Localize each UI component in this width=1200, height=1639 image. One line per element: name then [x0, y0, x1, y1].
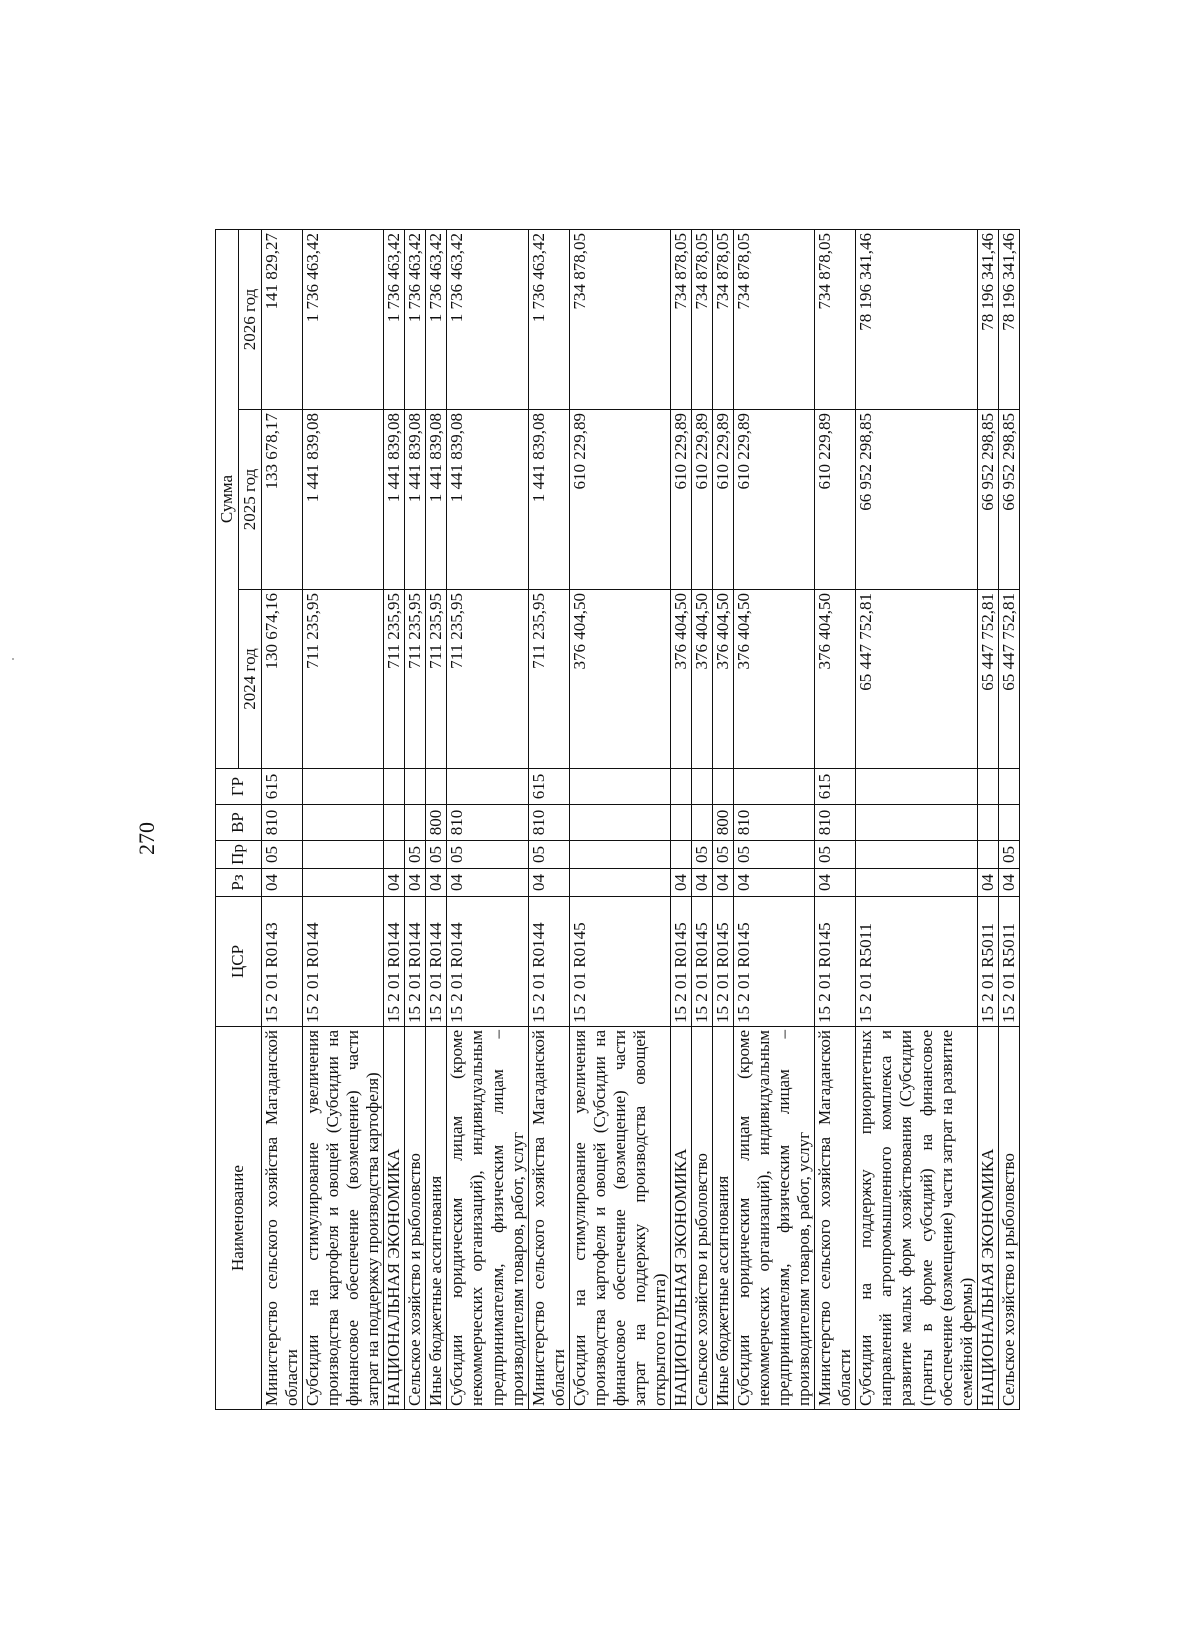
- cell-rz: 04: [998, 869, 1019, 897]
- cell-y2026: 1 736 463,42: [447, 229, 528, 409]
- cell-gr: [856, 769, 977, 805]
- header-csr: ЦСР: [216, 897, 262, 1027]
- table-row: [262, 229, 303, 1409]
- table-row: [998, 229, 1019, 1409]
- cell-pr: [856, 841, 977, 869]
- cell-y2026: 1 736 463,42: [528, 229, 569, 409]
- cell-vr: 810: [734, 805, 815, 841]
- cell-y2024: 711 235,95: [384, 590, 405, 769]
- cell-name: Субсидии юридическим лицам (кроме некоммерческих организаций), индивидуальным предпринимателям, физическим лицам – производителям товаров, работ, услуг: [734, 1027, 815, 1410]
- cell-csr: 15 2 01 R5011: [977, 897, 998, 1027]
- cell-y2025: 66 952 298,85: [977, 410, 998, 590]
- cell-y2024: 376 404,50: [734, 590, 815, 769]
- cell-vr: [303, 805, 384, 841]
- header-sum: Сумма: [216, 229, 239, 768]
- cell-y2024: 65 447 752,81: [856, 590, 977, 769]
- budget-table: [215, 229, 1020, 1410]
- cell-pr: 05: [405, 841, 426, 869]
- cell-rz: [856, 869, 977, 897]
- cell-name: Министерство сельского хозяйства Магаданской области: [815, 1027, 856, 1410]
- cell-csr: 15 2 01 R0145: [713, 897, 734, 1027]
- cell-y2024: 711 235,95: [426, 590, 447, 769]
- cell-name: НАЦИОНАЛЬНАЯ ЭКОНОМИКА: [670, 1027, 691, 1410]
- cell-gr: 615: [262, 769, 303, 805]
- cell-csr: 15 2 01 R0144: [528, 897, 569, 1027]
- cell-y2025: 1 441 839,08: [528, 410, 569, 590]
- cell-y2026: 1 736 463,42: [303, 229, 384, 409]
- cell-y2024: 65 447 752,81: [998, 590, 1019, 769]
- cell-gr: [426, 769, 447, 805]
- cell-vr: [569, 805, 670, 841]
- cell-gr: 615: [528, 769, 569, 805]
- cell-rz: 04: [734, 869, 815, 897]
- cell-y2024: 711 235,95: [528, 590, 569, 769]
- cell-csr: 15 2 01 R0145: [691, 897, 712, 1027]
- cell-csr: 15 2 01 R0145: [670, 897, 691, 1027]
- table-row: [447, 229, 528, 1409]
- page-number: 270: [134, 822, 159, 855]
- header-2025: 2025 год: [239, 410, 262, 590]
- cell-name: Иные бюджетные ассигнования: [713, 1027, 734, 1410]
- cell-y2026: 734 878,05: [734, 229, 815, 409]
- cell-name: НАЦИОНАЛЬНАЯ ЭКОНОМИКА: [384, 1027, 405, 1410]
- cell-y2025: 610 229,89: [815, 410, 856, 590]
- cell-y2025: 66 952 298,85: [998, 410, 1019, 590]
- cell-name: Сельское хозяйство и рыболовство: [998, 1027, 1019, 1410]
- cell-pr: 05: [528, 841, 569, 869]
- cell-gr: [977, 769, 998, 805]
- cell-y2025: 1 441 839,08: [447, 410, 528, 590]
- cell-gr: [405, 769, 426, 805]
- cell-gr: 615: [815, 769, 856, 805]
- cell-vr: [405, 805, 426, 841]
- table-row: [713, 229, 734, 1409]
- cell-y2026: 1 736 463,42: [405, 229, 426, 409]
- cell-rz: [303, 869, 384, 897]
- header-gr: ГР: [216, 769, 262, 805]
- cell-csr: 15 2 01 R0144: [426, 897, 447, 1027]
- cell-name: Министерство сельского хозяйства Магаданской области: [528, 1027, 569, 1410]
- cell-pr: [384, 841, 405, 869]
- cell-y2026: 78 196 341,46: [856, 229, 977, 409]
- cell-csr: 15 2 01 R0145: [815, 897, 856, 1027]
- table-row: [815, 229, 856, 1409]
- cell-y2024: 711 235,95: [405, 590, 426, 769]
- cell-name: Сельское хозяйство и рыболовство: [691, 1027, 712, 1410]
- cell-y2025: 1 441 839,08: [384, 410, 405, 590]
- cell-gr: [670, 769, 691, 805]
- cell-pr: 05: [815, 841, 856, 869]
- cell-vr: 810: [528, 805, 569, 841]
- cell-y2025: 1 441 839,08: [405, 410, 426, 590]
- header-2024: 2024 год: [239, 590, 262, 769]
- cell-name: НАЦИОНАЛЬНАЯ ЭКОНОМИКА: [977, 1027, 998, 1410]
- cell-name: Министерство сельского хозяйства Магаданской области: [262, 1027, 303, 1410]
- table-row: [384, 229, 405, 1409]
- cell-csr: 15 2 01 R5011: [998, 897, 1019, 1027]
- table-body: [262, 229, 1020, 1409]
- cell-vr: [856, 805, 977, 841]
- cell-vr: 810: [262, 805, 303, 841]
- cell-name: Сельское хозяйство и рыболовство: [405, 1027, 426, 1410]
- cell-name: Субсидии на стимулирование увеличения производства картофеля и овощей (Субсидии на финансовое обеспечение (возмещение) части затрат на поддержку производства картофеля): [303, 1027, 384, 1410]
- cell-y2026: 734 878,05: [713, 229, 734, 409]
- cell-vr: [384, 805, 405, 841]
- table-row: [569, 229, 670, 1409]
- cell-y2026: 1 736 463,42: [426, 229, 447, 409]
- cell-rz: 04: [977, 869, 998, 897]
- cell-gr: [713, 769, 734, 805]
- cell-csr: 15 2 01 R0145: [734, 897, 815, 1027]
- cell-pr: 05: [734, 841, 815, 869]
- cell-y2024: 711 235,95: [447, 590, 528, 769]
- cell-vr: [691, 805, 712, 841]
- cell-y2024: 711 235,95: [303, 590, 384, 769]
- cell-pr: [670, 841, 691, 869]
- cell-y2026: 78 196 341,46: [998, 229, 1019, 409]
- cell-vr: [977, 805, 998, 841]
- cell-csr: 15 2 01 R5011: [856, 897, 977, 1027]
- cell-pr: 05: [691, 841, 712, 869]
- cell-y2025: 66 952 298,85: [856, 410, 977, 590]
- cell-y2024: 376 404,50: [670, 590, 691, 769]
- cell-rz: 04: [426, 869, 447, 897]
- cell-rz: 04: [670, 869, 691, 897]
- cell-vr: 800: [426, 805, 447, 841]
- header-name: Наименование: [216, 1027, 262, 1410]
- cell-rz: 04: [262, 869, 303, 897]
- table-row: [734, 229, 815, 1409]
- cell-y2025: 610 229,89: [691, 410, 712, 590]
- cell-csr: 15 2 01 R0145: [569, 897, 670, 1027]
- cell-pr: 05: [713, 841, 734, 869]
- cell-name: Иные бюджетные ассигнования: [426, 1027, 447, 1410]
- cell-pr: 05: [998, 841, 1019, 869]
- cell-y2025: 610 229,89: [734, 410, 815, 590]
- cell-gr: [691, 769, 712, 805]
- cell-y2025: 610 229,89: [713, 410, 734, 590]
- header-rz: Рз: [216, 869, 262, 897]
- table-row: [670, 229, 691, 1409]
- table-row: [303, 229, 384, 1409]
- cell-pr: [303, 841, 384, 869]
- cell-y2026: 734 878,05: [691, 229, 712, 409]
- cell-csr: 15 2 01 R0143: [262, 897, 303, 1027]
- header-2026: 2026 год: [239, 229, 262, 409]
- cell-y2025: 610 229,89: [670, 410, 691, 590]
- cell-y2024: 376 404,50: [569, 590, 670, 769]
- cell-rz: [569, 869, 670, 897]
- cell-rz: 04: [713, 869, 734, 897]
- cell-vr: [998, 805, 1019, 841]
- cell-y2024: 130 674,16: [262, 590, 303, 769]
- cell-pr: [569, 841, 670, 869]
- cell-pr: [977, 841, 998, 869]
- cell-gr: [734, 769, 815, 805]
- cell-y2025: 133 678,17: [262, 410, 303, 590]
- table-row: [405, 229, 426, 1409]
- cell-rz: 04: [405, 869, 426, 897]
- cell-gr: [447, 769, 528, 805]
- cell-vr: 810: [815, 805, 856, 841]
- scan-speck: [12, 658, 14, 660]
- cell-y2025: 1 441 839,08: [303, 410, 384, 590]
- table-row: [426, 229, 447, 1409]
- cell-rz: 04: [384, 869, 405, 897]
- table-row: [528, 229, 569, 1409]
- cell-rz: 04: [528, 869, 569, 897]
- table-row: [691, 229, 712, 1409]
- cell-vr: [670, 805, 691, 841]
- cell-csr: 15 2 01 R0144: [384, 897, 405, 1027]
- cell-name: Субсидии на поддержку приоритетных направлений агропромышленного комплекса и развитие малых форм хозяйствования (Субсидии (гранты в форме субсидий) на финансовое обеспечение (возмещение) части затрат на развитие семейной фермы): [856, 1027, 977, 1410]
- cell-pr: 05: [447, 841, 528, 869]
- cell-gr: [303, 769, 384, 805]
- cell-y2024: 65 447 752,81: [977, 590, 998, 769]
- cell-csr: 15 2 01 R0144: [303, 897, 384, 1027]
- cell-name: Субсидии юридическим лицам (кроме некоммерческих организаций), индивидуальным предпринимателям, физическим лицам – производителям товаров, работ, услуг: [447, 1027, 528, 1410]
- cell-gr: [569, 769, 670, 805]
- cell-y2024: 376 404,50: [815, 590, 856, 769]
- table-header: [216, 229, 262, 1409]
- cell-vr: 810: [447, 805, 528, 841]
- cell-y2025: 610 229,89: [569, 410, 670, 590]
- cell-gr: [998, 769, 1019, 805]
- cell-y2026: 734 878,05: [815, 229, 856, 409]
- cell-rz: 04: [815, 869, 856, 897]
- header-pr: Пр: [216, 841, 262, 869]
- rotated-table-container: [215, 230, 1045, 1410]
- cell-gr: [384, 769, 405, 805]
- cell-y2026: 734 878,05: [569, 229, 670, 409]
- cell-name: Субсидии на стимулирование увеличения производства картофеля и овощей (Субсидии на финансовое обеспечение (возмещение) части затрат на поддержку производства овощей открытого грунта): [569, 1027, 670, 1410]
- table-row: [856, 229, 977, 1409]
- cell-y2025: 1 441 839,08: [426, 410, 447, 590]
- cell-y2026: 1 736 463,42: [384, 229, 405, 409]
- cell-csr: 15 2 01 R0144: [447, 897, 528, 1027]
- cell-y2024: 376 404,50: [713, 590, 734, 769]
- cell-y2026: 78 196 341,46: [977, 229, 998, 409]
- cell-rz: 04: [691, 869, 712, 897]
- cell-rz: 04: [447, 869, 528, 897]
- cell-csr: 15 2 01 R0144: [405, 897, 426, 1027]
- cell-y2026: 734 878,05: [670, 229, 691, 409]
- cell-vr: 800: [713, 805, 734, 841]
- cell-pr: 05: [262, 841, 303, 869]
- cell-pr: 05: [426, 841, 447, 869]
- cell-y2026: 141 829,27: [262, 229, 303, 409]
- table-row: [977, 229, 998, 1409]
- header-vr: ВР: [216, 805, 262, 841]
- cell-y2024: 376 404,50: [691, 590, 712, 769]
